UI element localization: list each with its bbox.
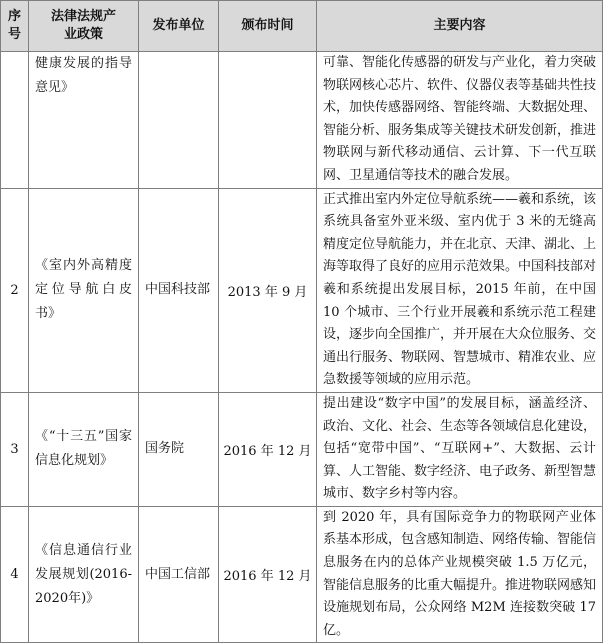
table-row — [1, 52, 603, 189]
header-law-label: 法律法规产业政策 — [50, 9, 116, 42]
row-2-seq: 2 — [1, 188, 29, 392]
row-4-publisher-text: 中国工信部 — [145, 566, 211, 582]
row-4-law — [29, 506, 139, 643]
row-3-law-text: 《“十三五”国家信息化规划》 — [35, 429, 132, 469]
row-4-law-text: 《信息通信行业发展规划(2016-2020年)》 — [35, 542, 132, 606]
row-1-date — [219, 52, 317, 189]
row-2-publisher — [139, 188, 219, 392]
row-4-date: 2016 年 12 月 — [219, 506, 317, 643]
row-2-content — [317, 188, 603, 392]
row-3-content-text: 提出建设“数字中国”的发展目标，涵盖经济、政治、文化、社会、生态等各领域信息化建设，包括“宽带中国”、“互联网+”、大数据、云计算、人工智能、数字经济、电子政务、新型智慧城市、数字乡村等内容。 — [323, 395, 597, 502]
header-seq-label: 序号 — [7, 9, 21, 42]
table-row — [1, 188, 603, 392]
header-seq — [1, 1, 29, 52]
header-publisher-label: 发布单位 — [152, 18, 205, 33]
row-1-law — [29, 52, 139, 189]
row-4-content-text: 到 2020 年，具有国际竞争力的物联网产业体系基本形成，包含感知制造、网络传输、智能信息服务在内的总体产业规模突破 1.5 万亿元，智能信息服务的比重大幅提升。推进物联网感知设施规划布局，公众网络 M2M 连接数突破 17 亿。 — [323, 509, 597, 638]
row-4-publisher — [139, 506, 219, 643]
header-date — [219, 1, 317, 52]
row-2-content-text: 正式推出室内外定位导航系统——羲和系统，该系统具备室外亚米级、室内优于 3 米的无缝高精度定位导航能力，并在北京、天津、湖北、上海等取得了良好的应用示范效果。中国科技部对羲和系统提出发展目标，2015 年前，在中国 10 个城市、三个行业开展羲和系统示范工程建设，逐步向全国推广，并开展在大众位服务、交通出行服务、物联网、智慧城市、精准农业、应急数援等领域的应用示范。 — [323, 191, 597, 388]
row-3-content — [317, 392, 603, 506]
row-2-date: 2013 年 9 月 — [219, 188, 317, 392]
header-row — [1, 1, 603, 52]
header-publisher — [139, 1, 219, 52]
header-content-label: 主要内容 — [433, 18, 486, 33]
row-4-seq: 4 — [1, 506, 29, 643]
header-date-label: 颁布时间 — [241, 18, 294, 33]
table-body — [1, 52, 603, 643]
table-header — [1, 1, 603, 52]
header-content — [317, 1, 603, 52]
table-row — [1, 506, 603, 643]
row-4-content — [317, 506, 603, 643]
row-1-publisher — [139, 52, 219, 189]
row-2-publisher-text: 中国科技部 — [145, 282, 211, 298]
row-1-content-text: 可靠、智能化传感器的研发与产业化，着力突破物联网核心芯片、软件、仪器仪表等基础共性技术，加快传感器网络、智能终端、大数据处理、智能分析、服务集成等关键技术研发创新，推进物联网与新代移动通信、云计算、下一代互联网、卫星通信等技术的融合发展。 — [323, 55, 597, 183]
row-2-law — [29, 188, 139, 392]
row-2-law-text: 《室内外高精度定位导航白皮书》 — [35, 258, 132, 322]
row-1-content — [317, 52, 603, 189]
header-law — [29, 1, 139, 52]
row-1-law-text: 健康发展的指导意见》 — [35, 56, 132, 95]
row-3-law — [29, 392, 139, 506]
row-3-seq: 3 — [1, 392, 29, 506]
row-3-publisher-text: 国务院 — [145, 441, 185, 457]
row-1-seq — [1, 52, 29, 189]
row-3-date: 2016 年 12 月 — [219, 392, 317, 506]
table-row — [1, 392, 603, 506]
row-3-publisher — [139, 392, 219, 506]
